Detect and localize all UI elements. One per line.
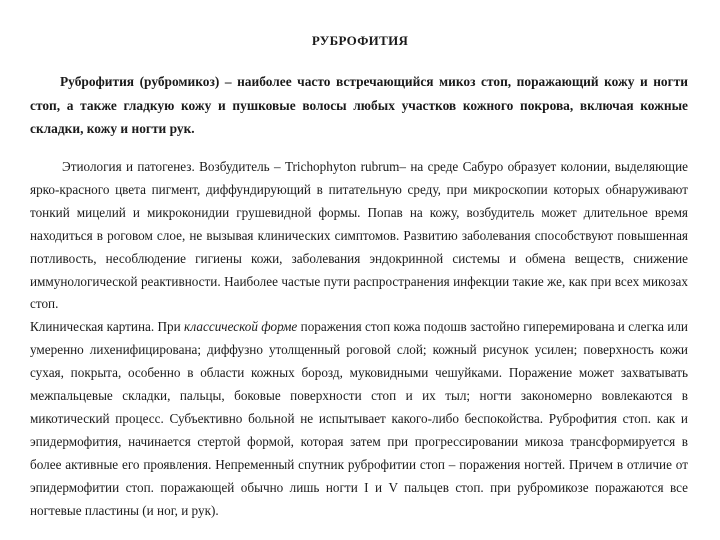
intro-paragraph: Руброфития (рубромикоз) – наиболее часто встречающийся микоз стоп, поражающий кожу и ногти стоп, а также гладкую кожу и пушковые волосы любых участков кожного покрова, включая кожные складки, кожу и ногти рук. [30, 74, 688, 136]
clinical-lead: Клиническая картина. При [30, 319, 185, 335]
clinical-rest: поражения стоп кожа подошв застойно гиперемирована и слегка или умеренно лихенифицирована; диффузно утолщенный роговой слой; кожный рисунок усилен; поверхность кожи сухая, покрыта, особенно в области кожных борозд, муковидными чешуйками. Поражение может захватывать межпальцевые складки, пальцы, боковые поверхности стоп и их тыл; ногти закономерно вовлекаются в микотический процесс. Субъективно больной не испытывает какого-либо беспокойства. Руброфития стоп. как и эпидермофития, начинается стертой формой, которая затем при прогрессировании микоза трансформируется в более активные его проявления. Непременный спутник руброфитии стоп – поражения ногтей. Причем в отличие от эпидермофитии стоп. поражающей обычно лишь ногти I и V пальцев стоп. при рубромикозе поражаются все ногтевые пластины (и ног, и рук). [30, 319, 688, 518]
etiology-paragraph: Этиология и патогенез. Возбудитель – Trichophyton rubrum– на среде Сабуро образует колонии, выделяющие ярко-красного цвета пигмент, диффундирующий в питательную среду, при микроскопии которых обнаруживают тонкий мицелий и микроконидии грушевидной формы. Попав на кожу, возбудитель может длительное время находиться в роговом слое, не вызывая клинических симптомов. Развитию заболевания способствуют повышенная потливость, несоблюдение гигиены кожи, заболевания эндокринной системы и обмена веществ, снижение иммунологической реактивности. Наиболее частые пути распространения инфекции такие же, как при всех микозах стоп. [30, 159, 688, 312]
body-text [30, 156, 688, 523]
page-title: РУБРОФИТИЯ [311, 33, 409, 48]
clinical-emphasis: классической форме [184, 319, 298, 335]
clinical-paragraph [30, 316, 688, 522]
